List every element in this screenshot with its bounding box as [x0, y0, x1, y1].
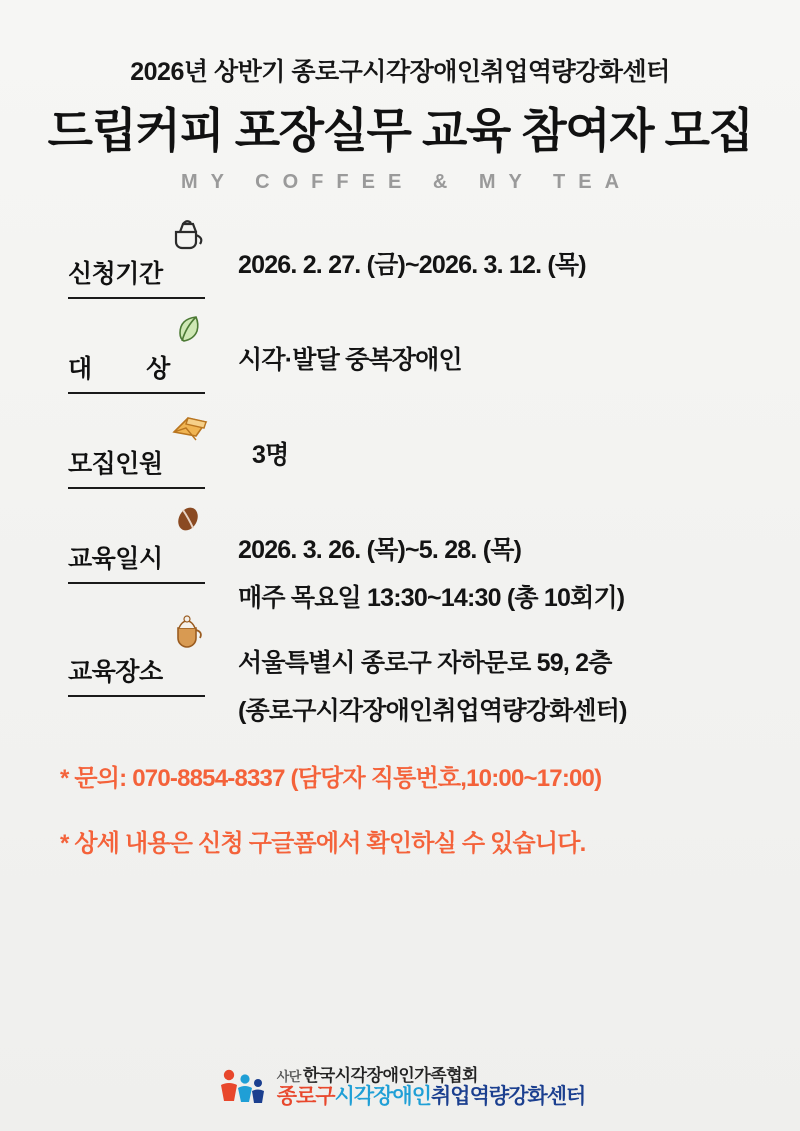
info-row-target [68, 331, 766, 394]
logo-text [277, 1067, 586, 1108]
info-label: 모집인원 [68, 444, 205, 489]
info-value [238, 236, 766, 278]
cake-icon [166, 402, 210, 446]
info-value-line: 시각·발달 중복장애인 [238, 346, 462, 374]
info-label: 대 상 [68, 349, 205, 394]
info-value [238, 426, 766, 468]
notes-list [34, 758, 766, 858]
organization-logo [215, 1063, 586, 1113]
info-value-line: 2026. 3. 26. (목)~5. 28. (목) [238, 536, 522, 564]
logo-center-part1: 종로구 [276, 1084, 335, 1108]
info-row-location [68, 634, 766, 725]
info-value-line: 2026. 2. 27. (금)~2026. 3. 12. (목) [238, 251, 586, 279]
info-row-schedule [68, 521, 766, 612]
leaf-icon [166, 307, 210, 351]
latte-cup-icon [166, 610, 210, 654]
poster-subline: MY COFFEE & MY TEA [180, 171, 633, 193]
poster-headline: 드립커피 포장실무 교육 참여자 모집 [47, 104, 753, 157]
label-wrap [68, 236, 238, 299]
info-value-line: 매주 목요일 13:30~14:30 (총 10회기) [238, 584, 625, 613]
info-value [238, 634, 766, 725]
info-value [238, 331, 766, 373]
note-details: * 상세 내용은 신청 구글폼에서 확인하실 수 있습니다. [60, 830, 586, 857]
info-value-line: 서울특별시 종로구 자하문로 59, 2층 [238, 648, 612, 677]
footer [0, 1063, 800, 1113]
info-label: 신청기간 [68, 254, 205, 299]
note-contact: * 문의: 070-8854-8337 (담당자 직통번호,10:00~17:00) [60, 765, 602, 792]
logo-center-part2: 시각장애인 [334, 1084, 431, 1108]
logo-center-line [277, 1086, 586, 1109]
logo-center-part3: 취업역량강화센터 [431, 1084, 586, 1108]
label-wrap [68, 634, 238, 697]
label-wrap [68, 331, 238, 394]
logo-org-line [277, 1067, 586, 1085]
people-logo-icon [215, 1063, 269, 1113]
info-label: 교육장소 [68, 652, 205, 697]
info-list [34, 236, 766, 724]
info-row-capacity [68, 426, 766, 489]
logo-org-prefix: 사단 [276, 1069, 301, 1085]
teapot-icon [166, 212, 210, 256]
logo-org-name: 한국시각장애인가족협회 [302, 1066, 478, 1086]
info-label: 교육일시 [68, 539, 205, 584]
info-value [238, 521, 766, 612]
label-wrap [68, 521, 238, 584]
info-value-line: 3명 [252, 441, 289, 469]
label-wrap [68, 426, 238, 489]
info-row-application-period [68, 236, 766, 299]
info-value-line: (종로구시각장애인취업역량강화센터) [238, 696, 627, 725]
coffee-bean-icon [166, 497, 210, 541]
poster-kicker: 2026년 상반기 종로구시각장애인취업역량강화센터 [130, 58, 670, 86]
